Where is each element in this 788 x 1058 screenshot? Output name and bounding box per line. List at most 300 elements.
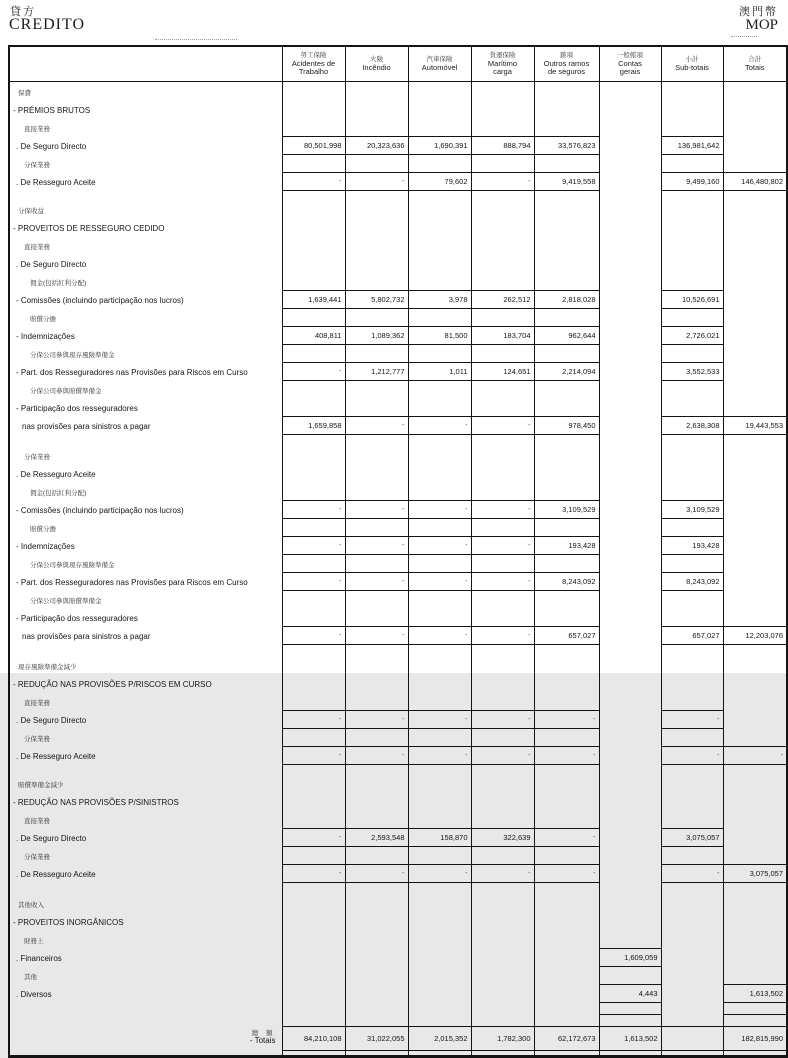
empty-cell [534,380,599,398]
empty-cell [345,482,408,500]
value-cell: - [345,710,408,728]
value-cell: - [661,746,723,764]
table-row [9,764,787,774]
empty-cell [599,254,661,272]
row-label [9,948,282,966]
value-cell: - [345,172,408,190]
empty-cell [723,882,787,894]
empty-cell [599,344,661,362]
empty-cell [723,272,787,290]
row-label-zh: 直接業務 [24,818,50,825]
row-label [9,254,282,272]
empty-cell [408,882,471,894]
empty-cell [345,966,408,984]
empty-cell [345,590,408,608]
value-cell: 33,576,823 [534,136,599,154]
empty-cell [661,446,723,464]
row-label [9,118,282,136]
column-header-label: de seguros [547,67,586,76]
value-cell: - [471,572,534,590]
column-header-zh: 貨運保險 [489,51,516,59]
empty-cell [471,728,534,746]
table-row [9,626,787,644]
row-label [9,136,282,154]
empty-cell [599,172,661,190]
empty-cell [408,728,471,746]
empty-cell [599,554,661,572]
column-header-label: Contas [618,58,642,68]
empty-cell [661,966,723,984]
empty-cell [282,590,345,608]
empty-cell [534,82,599,101]
column-header [471,46,534,82]
table-row [9,590,787,608]
empty-cell [723,308,787,326]
empty-cell [345,882,408,894]
row-label [9,218,282,236]
value-cell: 12,203,076 [723,626,787,644]
table-row [9,344,787,362]
empty-cell [345,398,408,416]
currency-label-zh: 澳門幣 [739,6,778,18]
table-row [9,118,787,136]
empty-cell [599,1002,661,1014]
table-row [9,864,787,882]
value-cell: 2,726,021 [661,326,723,344]
table-row [9,218,787,236]
row-label [9,692,282,710]
value-cell: 20,323,636 [345,136,408,154]
value-cell: - [282,626,345,644]
empty-cell [599,1014,661,1026]
row-label [9,100,282,118]
row-label-zh: 直接業務 [24,700,50,707]
row-label [9,172,282,190]
row-spacer [9,1014,282,1026]
empty-cell [534,948,599,966]
empty-cell [723,1002,787,1014]
empty-cell [534,518,599,536]
empty-cell [723,446,787,464]
empty-cell [471,1050,534,1056]
empty-cell [534,656,599,674]
empty-cell [408,674,471,692]
row-label-pt: - PRÉMIOS BRUTOS [13,106,91,115]
value-cell: 1,089,362 [345,326,408,344]
empty-cell [408,82,471,101]
empty-cell [471,644,534,656]
value-cell: - [282,172,345,190]
table-row [9,416,787,434]
table-row [9,380,787,398]
empty-cell [599,380,661,398]
value-cell: 9,419,558 [534,172,599,190]
table-row [9,272,787,290]
empty-cell [471,518,534,536]
table-row [9,572,787,590]
empty-cell [723,218,787,236]
empty-cell [282,1014,345,1026]
row-label [9,290,282,308]
empty-cell [408,692,471,710]
row-label-pt: - Comissões (incluindo participação nos lucros) [16,296,184,305]
value-cell: 10,526,691 [661,290,723,308]
empty-cell [408,1014,471,1026]
row-label-zh: 佣金(包括紅利分配) [30,490,87,497]
table-row [9,536,787,554]
empty-cell [661,728,723,746]
empty-cell [599,966,661,984]
empty-cell [599,200,661,218]
empty-cell [599,774,661,792]
row-label-pt: - REDUÇÃO NAS PROVISÕES P/SINISTROS [13,798,179,807]
empty-cell [534,644,599,656]
column-header-zh: 小計 [685,55,699,63]
empty-cell [282,464,345,482]
empty-cell [471,930,534,948]
empty-cell [661,894,723,912]
empty-cell [599,572,661,590]
empty-cell [282,948,345,966]
row-label-zh: 分保業務 [24,454,50,461]
row-label [9,966,282,984]
empty-cell [408,1050,471,1056]
row-label-pt: nas provisões para sinistros a pagar [22,632,151,641]
page-title-zh: 貸方 [10,6,36,18]
empty-cell [408,398,471,416]
totals-label [9,1026,282,1050]
empty-cell [723,828,787,846]
empty-cell [534,218,599,236]
row-label-pt: - Comissões (incluindo participação nos lucros) [16,506,184,515]
empty-cell [723,518,787,536]
empty-cell [471,948,534,966]
empty-cell [345,792,408,810]
table-row [9,398,787,416]
value-cell: 3,109,529 [534,500,599,518]
empty-cell [534,446,599,464]
column-header-label: Outros ramos [543,58,590,68]
table-row [9,728,787,746]
empty-cell [471,398,534,416]
empty-cell [723,136,787,154]
empty-cell [599,446,661,464]
column-header [661,46,723,82]
empty-cell [282,272,345,290]
empty-cell [408,764,471,774]
empty-cell [471,254,534,272]
value-cell: 1,659,858 [282,416,345,434]
row-label [9,746,282,764]
empty-cell [408,464,471,482]
empty-cell [345,554,408,572]
empty-cell [408,930,471,948]
table-row [9,326,787,344]
empty-cell [471,464,534,482]
column-header [282,46,345,82]
value-cell: 657,027 [534,626,599,644]
empty-cell [345,82,408,101]
table-row [9,554,787,572]
value-cell: 124,651 [471,362,534,380]
column-header-label: Totais [744,62,765,72]
empty-cell [723,200,787,218]
empty-cell [723,398,787,416]
row-label-zh: 財務上 [24,938,44,945]
column-header [599,46,661,82]
value-cell: 2,638,308 [661,416,723,434]
table-row [9,82,787,101]
empty-cell [534,1014,599,1026]
empty-cell [599,692,661,710]
row-label-pt: . De Seguro Directo [16,716,87,725]
empty-cell [282,966,345,984]
empty-cell [282,912,345,930]
value-cell: 322,639 [471,828,534,846]
empty-cell [661,154,723,172]
column-header-label: Trabalho [298,67,329,76]
empty-cell [282,154,345,172]
row-label-pt: - REDUÇÃO NAS PROVISÕES P/RISCOS EM CURSO [13,680,212,689]
empty-cell [661,236,723,254]
empty-cell [723,948,787,966]
row-spacer [9,882,282,894]
value-cell: - [282,746,345,764]
empty-cell [534,434,599,446]
row-label [9,572,282,590]
empty-cell [661,774,723,792]
empty-cell [471,236,534,254]
empty-cell [471,810,534,828]
empty-cell [534,1002,599,1014]
row-spacer [9,1002,282,1014]
empty-cell [471,1002,534,1014]
table-row [9,434,787,446]
row-label [9,710,282,728]
empty-cell [345,308,408,326]
row-label-pt: - PROVEITOS INORGÂNICOS [13,918,124,927]
empty-cell [471,894,534,912]
column-header-label: Acidentes de [291,58,336,68]
empty-cell [345,218,408,236]
row-label [9,518,282,536]
empty-cell [661,1026,723,1050]
empty-cell [282,218,345,236]
empty-cell [599,272,661,290]
value-cell: - [345,536,408,554]
empty-cell [599,912,661,930]
empty-cell [661,118,723,136]
value-cell: - [471,710,534,728]
table-row [9,290,787,308]
empty-cell [408,1002,471,1014]
empty-cell [345,894,408,912]
value-cell: 1,011 [408,362,471,380]
empty-cell [408,380,471,398]
value-cell: - [282,710,345,728]
empty-cell [471,692,534,710]
empty-cell [599,82,661,101]
empty-cell [723,482,787,500]
value-cell: - [408,572,471,590]
empty-cell [723,656,787,674]
empty-cell [471,774,534,792]
empty-cell [408,656,471,674]
value-cell: - [408,626,471,644]
value-cell: 182,815,990 [723,1026,787,1050]
empty-cell [408,254,471,272]
value-cell: 1,690,391 [408,136,471,154]
row-label [9,362,282,380]
value-cell: - [471,864,534,882]
empty-cell [723,100,787,118]
empty-cell [599,154,661,172]
empty-cell [408,100,471,118]
empty-cell [471,272,534,290]
empty-cell [282,254,345,272]
empty-cell [723,118,787,136]
row-label [9,590,282,608]
row-label [9,626,282,644]
empty-cell [723,792,787,810]
empty-cell [345,344,408,362]
empty-cell [282,82,345,101]
empty-cell [282,518,345,536]
value-cell: 84,210,108 [282,1026,345,1050]
value-cell: 2,818,028 [534,290,599,308]
empty-cell [408,218,471,236]
row-label-pt: - PROVEITOS DE RESSEGURO CEDIDO [13,224,165,233]
row-label-header [9,46,282,82]
empty-cell [599,536,661,554]
empty-cell [408,118,471,136]
empty-cell [723,674,787,692]
column-header [408,46,471,82]
empty-cell [534,482,599,500]
row-label [9,500,282,518]
empty-cell [408,272,471,290]
row-label [9,344,282,362]
table-row [9,656,787,674]
value-cell: - [471,746,534,764]
empty-cell [471,308,534,326]
empty-cell [345,118,408,136]
empty-cell [345,948,408,966]
column-header-label: Marítimo [487,58,518,68]
row-label [9,608,282,626]
empty-cell [534,984,599,1002]
empty-cell [723,728,787,746]
empty-cell [282,1050,345,1056]
row-label-zh: 分保公司參與現存風險準備金 [30,352,115,359]
empty-cell [534,464,599,482]
empty-cell [345,1014,408,1026]
empty-cell [723,846,787,864]
empty-cell [345,154,408,172]
value-cell: 158,870 [408,828,471,846]
row-label [9,930,282,948]
empty-cell [534,154,599,172]
row-label-zh: 保費 [18,90,31,97]
empty-cell [282,398,345,416]
currency-label: MOP [745,17,778,33]
empty-cell [282,774,345,792]
empty-cell [282,308,345,326]
empty-cell [599,810,661,828]
empty-cell [661,912,723,930]
empty-cell [471,82,534,101]
empty-cell [599,626,661,644]
empty-cell [471,966,534,984]
empty-cell [471,154,534,172]
empty-cell [723,930,787,948]
table-row [9,200,787,218]
empty-cell [661,190,723,200]
row-label-zh: 賠償準備金減少 [18,782,64,789]
empty-cell [723,236,787,254]
empty-cell [345,100,408,118]
empty-cell [282,344,345,362]
empty-cell [661,200,723,218]
value-cell: 3,075,057 [723,864,787,882]
empty-cell [661,464,723,482]
column-header-label: Sub-totais [675,62,709,72]
value-cell: - [408,536,471,554]
value-cell: 81,500 [408,326,471,344]
row-label-zh: 賠償分擔 [30,316,56,323]
empty-cell [345,518,408,536]
value-cell: 1,609,059 [599,948,661,966]
empty-cell [599,218,661,236]
empty-cell [282,894,345,912]
empty-cell [723,254,787,272]
empty-cell [723,810,787,828]
empty-cell [282,200,345,218]
empty-cell [534,254,599,272]
empty-cell [723,434,787,446]
empty-cell [408,236,471,254]
empty-cell [599,746,661,764]
table-row [9,1014,787,1026]
value-cell: 408,811 [282,326,345,344]
value-cell: - [282,828,345,846]
empty-cell [661,792,723,810]
empty-cell [661,608,723,626]
empty-cell [534,930,599,948]
empty-cell [408,154,471,172]
value-cell: - [282,362,345,380]
empty-cell [345,434,408,446]
empty-cell [471,380,534,398]
empty-cell [282,764,345,774]
empty-cell [534,966,599,984]
empty-cell [408,948,471,966]
empty-cell [282,930,345,948]
empty-cell [661,272,723,290]
empty-cell [408,608,471,626]
value-cell: - [534,746,599,764]
empty-cell [408,434,471,446]
empty-cell [599,828,661,846]
row-label-zh: 賠償分擔 [30,526,56,533]
row-spacer [9,644,282,656]
row-label [9,728,282,746]
value-cell: 19,443,553 [723,416,787,434]
empty-cell [471,846,534,864]
row-label [9,272,282,290]
empty-cell [599,894,661,912]
empty-cell [599,608,661,626]
